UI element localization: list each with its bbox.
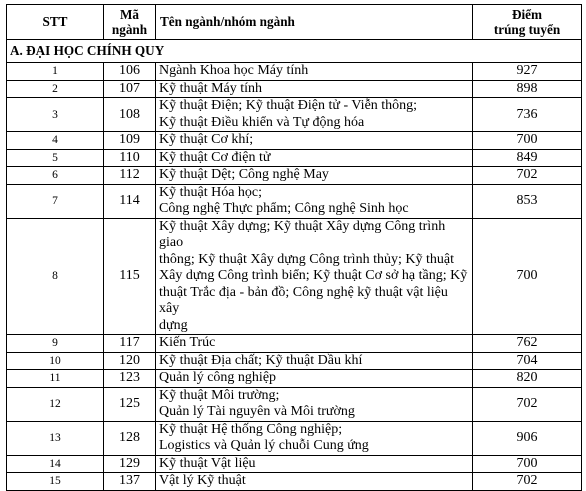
row-score: 702 [473, 387, 582, 421]
row-name-line: Logistics và Quản lý chuỗi Cung ứng [159, 438, 369, 453]
row-name-line: Kỹ thuật Cơ khí; [159, 132, 254, 147]
row-score: 700 [473, 455, 582, 473]
row-name [156, 421, 473, 455]
table-row [7, 80, 582, 98]
row-stt: 14 [7, 455, 104, 473]
table-row [7, 473, 582, 491]
header-stt: STT [7, 5, 104, 40]
row-code: 115 [104, 218, 156, 335]
row-name-line: Kỹ thuật Hệ thống Công nghiệp; [159, 421, 343, 437]
table-row [7, 184, 582, 218]
row-code: 137 [104, 473, 156, 491]
row-name-line: dựng [159, 317, 188, 333]
row-name-line: thuật Trắc địa - bản đồ; Công nghệ kỹ thuật vật liệu xây [159, 284, 448, 316]
row-score: 849 [473, 149, 582, 167]
row-stt: 12 [7, 387, 104, 421]
table-row [7, 335, 582, 353]
row-name-line: Xây dựng Công trình biển; Kỹ thuật Cơ sở hạ tầng; Kỹ [159, 268, 468, 283]
header-code-line2: ngành [111, 22, 148, 37]
row-score: 906 [473, 421, 582, 455]
table-row [7, 167, 582, 185]
table-row [7, 455, 582, 473]
row-name-line: Kỹ thuật Vật liệu [159, 455, 256, 471]
row-stt: 4 [7, 132, 104, 150]
row-name-line: Ngành Khoa học Máy tính [159, 63, 309, 78]
section-title: A. ĐẠI HỌC CHÍNH QUY [7, 40, 582, 63]
row-code: 129 [104, 455, 156, 473]
row-stt: 8 [7, 218, 104, 335]
row-name-line: Kỹ thuật Cơ điện tử [159, 149, 271, 165]
row-name-line: Quản lý Tài nguyên và Môi trường [159, 404, 355, 419]
row-score: 700 [473, 132, 582, 150]
row-stt: 3 [7, 98, 104, 132]
row-name [156, 167, 473, 185]
row-code: 128 [104, 421, 156, 455]
row-score: 820 [473, 370, 582, 388]
row-name-line: Công nghệ Thực phẩm; Công nghệ Sinh học [159, 201, 409, 216]
table-row [7, 149, 582, 167]
row-name [156, 387, 473, 421]
row-name [156, 370, 473, 388]
table-row [7, 98, 582, 132]
header-code [104, 5, 156, 40]
row-stt: 6 [7, 167, 104, 185]
table-row [7, 370, 582, 388]
row-stt: 2 [7, 80, 104, 98]
row-code: 107 [104, 80, 156, 98]
table-row [7, 63, 582, 81]
header-score-line2: trúng tuyển [493, 22, 561, 37]
row-score: 702 [473, 473, 582, 491]
row-name-line: Kiến Trúc [159, 335, 216, 350]
row-score: 762 [473, 335, 582, 353]
admission-score-table [6, 4, 582, 491]
row-name [156, 455, 473, 473]
row-code: 117 [104, 335, 156, 353]
header-score [473, 5, 582, 40]
row-name-line: Kỹ thuật Hóa học; [159, 184, 263, 200]
table-row [7, 421, 582, 455]
row-code: 112 [104, 167, 156, 185]
row-code: 109 [104, 132, 156, 150]
row-stt: 15 [7, 473, 104, 491]
row-name-line: Vật lý Kỹ thuật [159, 473, 246, 488]
row-name-line: Kỹ thuật Điện; Kỹ thuật Điện tử - Viễn thông; [159, 98, 418, 113]
row-code: 106 [104, 63, 156, 81]
row-name-line: Kỹ thuật Dệt; Công nghệ May [159, 167, 329, 182]
row-name [156, 184, 473, 218]
row-score: 704 [473, 352, 582, 370]
row-code: 125 [104, 387, 156, 421]
row-name-line: Kỹ thuật Xây dựng; Kỹ thuật Xây dựng Công trình giao [159, 218, 446, 250]
row-name-line: thông; Kỹ thuật Xây dựng Công trình thủy; Kỹ thuật [159, 251, 454, 267]
row-score: 927 [473, 63, 582, 81]
row-stt: 10 [7, 352, 104, 370]
row-code: 110 [104, 149, 156, 167]
row-stt: 13 [7, 421, 104, 455]
table-row [7, 387, 582, 421]
header-name: Tên ngành/nhóm ngành [156, 5, 473, 40]
row-name-line: Kỹ thuật Điều khiển và Tự động hóa [159, 114, 365, 130]
row-name-line: Kỹ thuật Địa chất; Kỹ thuật Dầu khí [159, 352, 363, 368]
row-name-line: Kỹ thuật Môi trường; [159, 387, 280, 403]
row-name [156, 98, 473, 132]
row-name-line: Kỹ thuật Máy tính [159, 80, 263, 96]
row-score: 898 [473, 80, 582, 98]
table-row [7, 352, 582, 370]
row-score: 702 [473, 167, 582, 185]
row-name [156, 63, 473, 81]
row-stt: 7 [7, 184, 104, 218]
section-row [7, 40, 582, 63]
header-code-line1: Mã [119, 7, 140, 22]
row-stt: 5 [7, 149, 104, 167]
row-code: 120 [104, 352, 156, 370]
row-code: 114 [104, 184, 156, 218]
table-row [7, 218, 582, 335]
row-score: 853 [473, 184, 582, 218]
row-name [156, 132, 473, 150]
row-name [156, 473, 473, 491]
row-stt: 1 [7, 63, 104, 81]
row-name-line: Quản lý công nghiệp [159, 370, 277, 385]
row-stt: 11 [7, 370, 104, 388]
row-score: 700 [473, 218, 582, 335]
row-stt: 9 [7, 335, 104, 353]
table-header-row [7, 5, 582, 40]
row-name [156, 149, 473, 167]
table-row [7, 132, 582, 150]
row-code: 123 [104, 370, 156, 388]
row-code: 108 [104, 98, 156, 132]
row-name [156, 218, 473, 335]
row-score: 736 [473, 98, 582, 132]
row-name [156, 335, 473, 353]
row-name [156, 80, 473, 98]
header-score-line1: Điểm [511, 7, 543, 22]
row-name [156, 352, 473, 370]
